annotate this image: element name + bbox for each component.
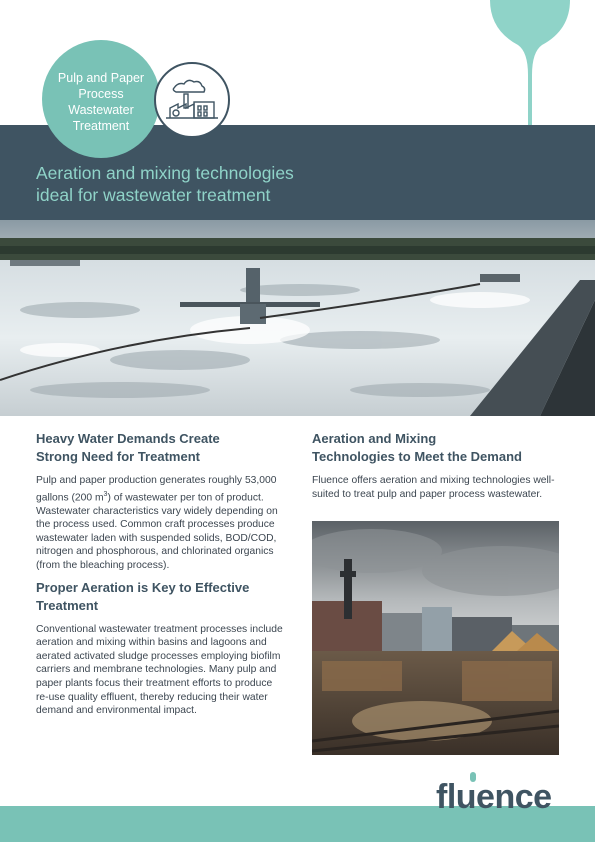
right-column: [312, 430, 562, 501]
page-title: Aeration and mixing technologies ideal for wastewater treatment: [36, 163, 294, 205]
paper-mill-photo: [312, 521, 559, 755]
heading-heavy-water-demands: Heavy Water Demands Create Strong Need for Treatment: [36, 431, 220, 464]
aeration-basin-photo: [0, 220, 595, 416]
left-column: [36, 430, 284, 718]
paragraph-proper-aeration: Conventional wastewater treatment processes include aeration and mixing within basins and lagoons and aerated activated sludge processes employing biofilm carriers and membrane technologies. Many pulp and paper plants focus their treatment efforts to produce re-use quality effluent, thereby reducing their water demand and environmental impact.: [36, 623, 283, 717]
factory-icon: [154, 62, 230, 138]
heading-proper-aeration: Proper Aeration is Key to Effective Treatment: [36, 579, 250, 613]
fluence-logo: fluence: [436, 778, 552, 816]
paragraph-aeration-mixing: Fluence offers aeration and mixing technologies well-suited to treat pulp and paper process wastewater.: [312, 475, 555, 500]
paragraph-heavy-water: Pulp and paper production generates roughly 53,000 gallons (200 $m^3$) of wastewater per ton of product. Wastewater characteristics vary widely depending on the process used. Common craft processes produce wastewater laden with suspended solids, BOD/COD, nitrogen and phosphorous, and chlorinated organics (from the bleaching process).: [36, 475, 278, 571]
heading-aeration-mixing: Aeration and Mixing Technologies to Meet the Demand: [312, 431, 522, 464]
badge-label: Pulp and Paper Process Wastewater Treatment: [57, 71, 145, 133]
